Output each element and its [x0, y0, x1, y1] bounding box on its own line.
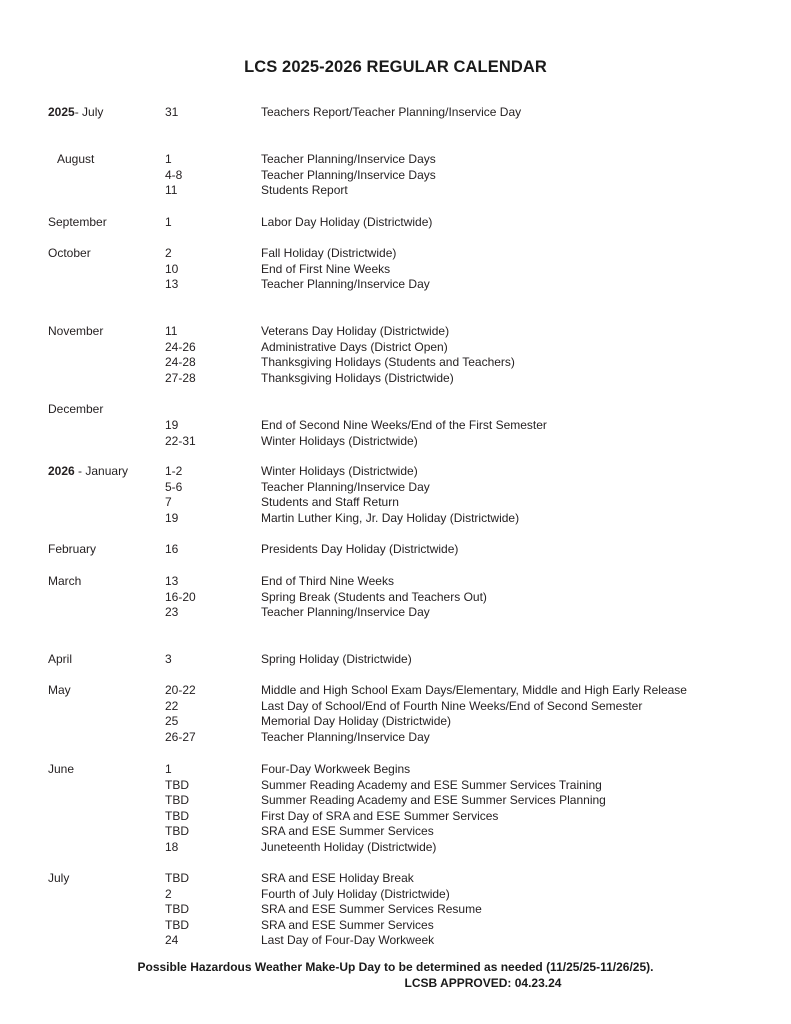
entry-date: 20-22	[165, 683, 196, 697]
month-block	[0, 683, 791, 745]
calendar-entry-row	[0, 605, 791, 621]
month-block	[0, 464, 791, 526]
calendar-entry-row	[0, 793, 791, 809]
month-name: September	[48, 215, 107, 229]
month-name: February	[48, 542, 97, 556]
calendar-entry-row	[0, 246, 791, 262]
calendar-entry-row	[0, 464, 791, 480]
calendar-entry-row	[0, 933, 791, 949]
calendar-entry-row	[0, 355, 791, 371]
month-name: March	[48, 574, 82, 588]
calendar-entry-row	[0, 714, 791, 730]
month-block	[0, 152, 791, 199]
month-entry-rows	[0, 542, 791, 558]
page-title: LCS 2025-2026 REGULAR CALENDAR	[244, 58, 547, 76]
entry-description: Four-Day Workweek Begins	[261, 762, 411, 776]
month-name: May	[48, 683, 71, 697]
month-name: July	[48, 871, 70, 885]
month-name: November	[48, 324, 104, 338]
entry-description: Administrative Days (District Open)	[261, 339, 448, 354]
entry-date: 19	[165, 510, 179, 525]
month-name: - January	[74, 464, 129, 478]
month-entry-rows	[0, 246, 791, 293]
calendar-entry-row	[0, 324, 791, 340]
month-name: August	[57, 152, 95, 166]
calendar-entry-row	[0, 652, 791, 668]
entry-date: 22-31	[165, 433, 196, 448]
calendar-entry-row	[0, 215, 791, 231]
year-label: 2026	[48, 464, 75, 478]
entry-date: TBD	[165, 808, 189, 823]
entry-date: 2	[165, 246, 172, 260]
entry-description: Middle and High School Exam Days/Elementary, Middle and High Early Release	[261, 683, 687, 697]
month-entry-rows	[0, 215, 791, 231]
entry-date: 25	[165, 714, 179, 729]
entry-date: TBD	[165, 824, 189, 839]
entry-date: 26-27	[165, 729, 196, 744]
entry-description: Teacher Planning/Inservice Days	[261, 167, 436, 182]
entry-description: End of First Nine Weeks	[261, 261, 391, 276]
calendar-entry-row	[0, 371, 791, 387]
entry-date: 22	[165, 698, 179, 713]
calendar-entry-row	[0, 277, 791, 293]
entry-date: 1-2	[165, 464, 183, 478]
month-entry-rows	[0, 105, 791, 121]
entry-date: 1	[165, 152, 172, 166]
month-entry-rows	[0, 652, 791, 668]
entry-date: 1	[165, 215, 172, 229]
month-block	[0, 246, 791, 293]
month-entry-rows	[0, 324, 791, 386]
entry-date: TBD	[165, 902, 189, 917]
calendar-entry-row	[0, 340, 791, 356]
entry-description: Last Day of School/End of Fourth Nine Weeks/End of Second Semester	[261, 698, 643, 713]
entry-description: End of Second Nine Weeks/End of the First Semester	[261, 418, 547, 432]
entry-date: TBD	[165, 793, 189, 808]
entry-description: Teacher Planning/Inservice Day	[261, 729, 430, 744]
calendar-entry-row	[0, 809, 791, 825]
entry-description: Winter Holidays (Districtwide)	[261, 464, 418, 478]
month-name: June	[48, 762, 75, 776]
entry-date: 18	[165, 839, 179, 854]
month-entry-rows	[0, 683, 791, 745]
month-name: April	[48, 652, 73, 666]
entry-description: SRA and ESE Summer Services Resume	[261, 902, 482, 917]
entry-date: 3	[165, 652, 172, 666]
month-block	[0, 215, 791, 231]
entry-description: Thanksgiving Holidays (Students and Teachers)	[261, 355, 515, 370]
entry-date: 13	[165, 574, 179, 588]
entry-description: Presidents Day Holiday (Districtwide)	[261, 542, 459, 556]
year-label: 2025	[48, 105, 75, 119]
entry-description: Teachers Report/Teacher Planning/Inservice Day	[261, 105, 522, 119]
entry-description: Last Day of Four-Day Workweek	[261, 933, 435, 948]
calendar-entry-row	[0, 542, 791, 558]
entry-description: Teacher Planning/Inservice Day	[261, 605, 430, 620]
calendar-entry-row	[0, 434, 791, 450]
month-entry-rows	[0, 574, 791, 621]
month-block	[0, 105, 791, 121]
calendar-entry-row	[0, 152, 791, 168]
month-block	[0, 871, 791, 949]
calendar-entry-row	[0, 683, 791, 699]
calendar-entry-row	[0, 730, 791, 746]
entry-date: 4-8	[165, 167, 183, 182]
calendar-entry-row	[0, 262, 791, 278]
entry-description: End of Third Nine Weeks	[261, 574, 394, 588]
calendar-entry-row	[0, 778, 791, 794]
entry-date: 24-26	[165, 339, 196, 354]
entry-description: Veterans Day Holiday (Districtwide)	[261, 324, 450, 338]
entry-description: Fall Holiday (Districtwide)	[261, 246, 397, 260]
calendar-entry-row	[0, 480, 791, 496]
entry-description: Students and Staff Return	[261, 495, 399, 510]
month-block	[0, 762, 791, 856]
entry-date: 31	[165, 105, 179, 119]
entry-date: 24-28	[165, 355, 196, 370]
entry-description: Teacher Planning/Inservice Day	[261, 277, 430, 292]
month-name: December	[48, 402, 104, 416]
entry-description: Summer Reading Academy and ESE Summer Services Training	[261, 777, 602, 792]
entry-description: Summer Reading Academy and ESE Summer Services Planning	[261, 793, 606, 808]
month-name: October	[48, 246, 91, 260]
calendar-entry-row	[0, 887, 791, 903]
calendar-entry-row	[0, 590, 791, 606]
calendar-entry-row	[0, 183, 791, 199]
calendar-entry-row	[0, 699, 791, 715]
entry-date: TBD	[165, 871, 189, 885]
entry-date: 7	[165, 495, 172, 510]
month-block	[0, 652, 791, 668]
calendar-entry-row	[0, 762, 791, 778]
board-approval-note: LCSB APPROVED: 04.23.24	[404, 976, 562, 990]
entry-description: Spring Holiday (Districtwide)	[261, 652, 412, 666]
entry-description: Juneteenth Holiday (Districtwide)	[261, 839, 437, 854]
entry-date: 16-20	[165, 589, 196, 604]
month-entry-rows	[0, 152, 791, 199]
entry-description: Martin Luther King, Jr. Day Holiday (Districtwide)	[261, 510, 520, 525]
entry-description: Memorial Day Holiday (Districtwide)	[261, 714, 452, 729]
month-entry-rows	[0, 762, 791, 856]
calendar-entry-row	[0, 574, 791, 590]
entry-date: 13	[165, 277, 179, 292]
entry-date: 27-28	[165, 370, 196, 385]
entry-date: 11	[165, 324, 178, 338]
month-name: - July	[74, 105, 104, 119]
entry-date: 24	[165, 933, 179, 948]
entry-description: Students Report	[261, 183, 348, 198]
entry-date: 11	[165, 183, 178, 198]
hazardous-weather-note: Possible Hazardous Weather Make-Up Day to be determined as needed (11/25/25-11/26/25).	[137, 960, 654, 974]
entry-date: 23	[165, 605, 179, 620]
entry-date: 16	[165, 542, 179, 556]
entry-description: Teacher Planning/Inservice Day	[261, 479, 430, 494]
calendar-entry-row	[0, 902, 791, 918]
entry-description: SRA and ESE Summer Services	[261, 917, 434, 932]
entry-description: Fourth of July Holiday (Districtwide)	[261, 886, 450, 901]
entry-description: Winter Holidays (Districtwide)	[261, 433, 418, 448]
calendar-entry-row	[0, 168, 791, 184]
entry-description: SRA and ESE Summer Services	[261, 824, 434, 839]
month-entry-rows	[0, 464, 791, 526]
entry-date: 1	[165, 762, 172, 776]
calendar-entry-row	[0, 495, 791, 511]
calendar-entry-row	[0, 105, 791, 121]
entry-date: TBD	[165, 917, 189, 932]
entry-date: 19	[165, 418, 179, 432]
entry-date: TBD	[165, 777, 189, 792]
month-entry-rows	[0, 871, 791, 949]
calendar-entry-row	[0, 840, 791, 856]
entry-description: Thanksgiving Holidays (Districtwide)	[261, 370, 454, 385]
entry-date: 5-6	[165, 479, 183, 494]
month-entry-rows	[0, 418, 791, 449]
entry-description: SRA and ESE Holiday Break	[261, 871, 414, 885]
calendar-entry-row	[0, 871, 791, 887]
month-block	[0, 324, 791, 386]
entry-description: First Day of SRA and ESE Summer Services	[261, 808, 499, 823]
month-block	[0, 542, 791, 558]
calendar-entry-row	[0, 918, 791, 934]
month-block	[0, 402, 791, 448]
entry-description: Labor Day Holiday (Districtwide)	[261, 215, 433, 229]
entry-description: Teacher Planning/Inservice Days	[261, 152, 436, 166]
entry-date: 2	[165, 886, 172, 901]
month-block	[0, 574, 791, 621]
entry-description: Spring Break (Students and Teachers Out)	[261, 589, 487, 604]
entry-date: 10	[165, 261, 179, 276]
month-label-december-2025	[48, 402, 103, 416]
calendar-entry-row	[0, 511, 791, 527]
calendar-entry-row	[0, 418, 791, 434]
calendar-entry-row	[0, 824, 791, 840]
